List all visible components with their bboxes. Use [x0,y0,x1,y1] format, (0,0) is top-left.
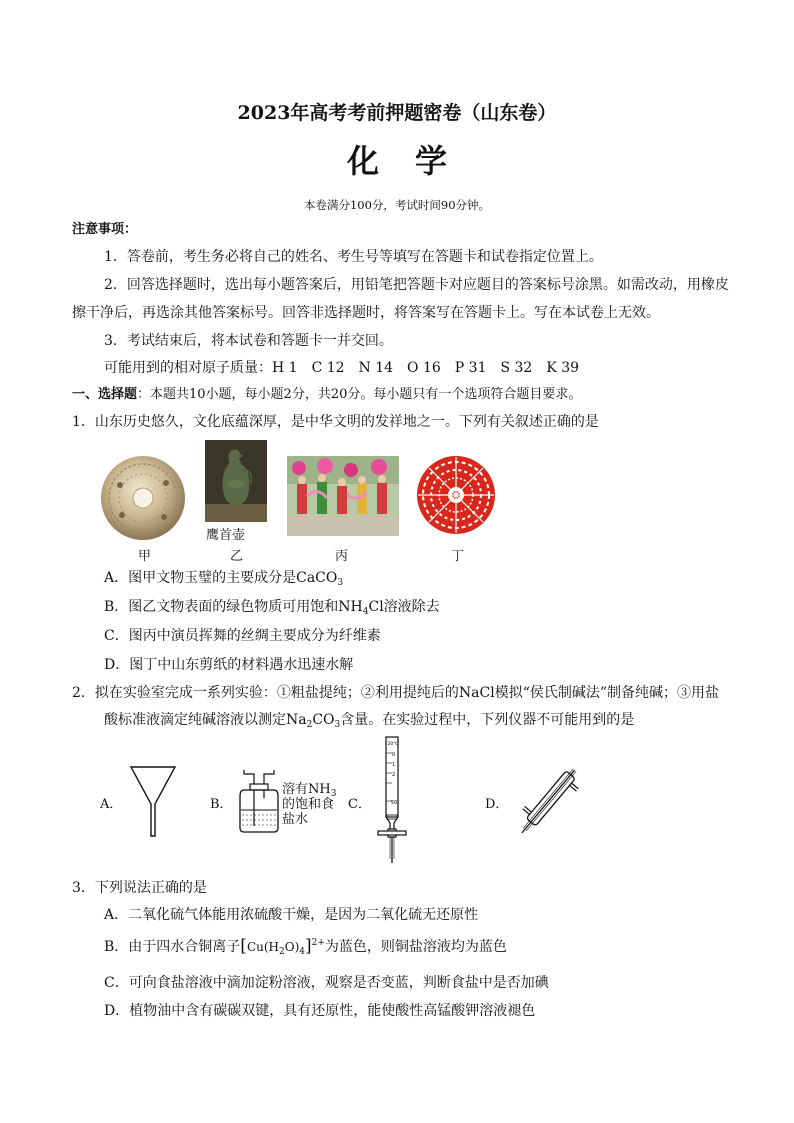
q1-option-c: C．图丙中演员挥舞的丝绸主要成分为纤维素 [104,628,381,644]
burette-mark-0: 0 [392,752,396,758]
q1-option-b [104,597,440,617]
q3-formula-sub2: 4 [299,947,305,957]
q2-stem-line2-post: 含量。在实验过程中，下列仪器不可能用到的是 [340,712,635,728]
q1-option-a-sub: 3 [337,578,344,588]
q2-option-c-label: C． [348,797,371,812]
yangko-dance-image [287,456,399,536]
q3-formula [246,940,305,957]
q2-stem-line2 [104,710,634,730]
q1-option-d: D．图丁中山东剪纸的材料遇水迅速水解 [104,657,354,673]
q2-stem-line2-mid: CO [312,712,335,728]
gas-washing-bottle-icon [236,768,282,834]
q3-option-a: A．二氧化硫气体能用浓硫酸干燥，是因为二氧化硫无还原性 [104,907,479,923]
section-heading [72,385,581,405]
condenser-icon [514,760,580,846]
q3-charge: 2+ [311,938,325,948]
q3-option-b-pre: B．由于四水合铜离子 [104,939,241,955]
burette-mark-1: 1 [392,762,396,768]
q3-bracket-open: [ [240,936,247,956]
q3-option-b-post: 为蓝色，则铜盐溶液均为蓝色 [324,939,507,955]
q3-stem: 3．下列说法正确的是 [72,880,207,896]
q2-option-a-label: A． [100,797,123,812]
caption-jia: 甲 [138,549,152,564]
q3-option-b [104,936,507,957]
q2-sub2: 3 [334,720,341,730]
paper-cut-image [416,455,496,535]
caption-yi: 乙 [230,549,244,564]
funnel-icon [128,764,178,838]
q3-formula-sub1: 2 [279,947,285,957]
section-heading-bold: 一、选择题 [72,387,138,402]
note-item-2: 2．回答选择题时，选出每小题答案后，用铅笔把答题卡对应题目的答案标号涂黑。如需改动，用橡皮 [104,277,729,293]
bottle-label-sub: 3 [330,789,337,799]
acid-burette-icon [372,735,412,867]
caption-bing: 丙 [335,549,349,564]
eagle-head-pot-image [205,440,267,522]
q1-option-b-text: B．图乙文物表面的绿色物质可用饱和NH [104,599,363,615]
notes-heading: 注意事项： [72,222,138,237]
bottle-label-post: 的饱和食盐水 [282,797,335,827]
q2-stem-line2-pre: 酸标准液滴定纯碱溶液以测定Na [104,712,307,728]
caption-ding: 丁 [451,549,465,564]
bottle-label-pre: 溶有NH [282,782,331,797]
q1-option-a-text: A．图甲文物玉璧的主要成分是CaCO [104,570,338,586]
burette-mark-2: 2 [392,772,396,778]
eagle-head-pot-label: 鹰首壶 [206,528,246,543]
q2-option-b-label: B． [210,797,233,812]
burette-mark-temp: 20℃ [387,742,399,747]
note-item-2-cont: 擦干净后，再选涂其他答案标号。回答非选择题时，将答案写在答题卡上。写在本试卷上无效。 [72,305,660,321]
section-heading-rest: ：本题共10小题，每小题2分，共20分。每小题只有一个选项符合题目要求。 [137,387,582,402]
q1-option-a [104,568,343,588]
q3-formula-main: Cu(H [246,940,279,954]
q3-option-c: C．可向食盐溶液中滴加淀粉溶液，观察是否变蓝，判断食盐中是否加碘 [104,975,549,991]
q3-bracket-close: ] [305,936,312,956]
q2-stem-line1: 2．拟在实验室完成一系列实验：①粗盐提纯；②利用提纯后的NaCl模拟“侯氏制碱法”制备纯碱；③用盐 [72,685,720,701]
note-item-3: 3．考试结束后，将本试卷和答题卡一并交回。 [104,333,393,349]
q1-stem: 1．山东历史悠久，文化底蕴深厚，是中华文明的发祥地之一。下列有关叙述正确的是 [72,414,599,430]
jade-disc-image [100,455,186,541]
burette-mark-50: 50 [391,800,398,806]
q1-option-b-post: Cl溶液除去 [368,599,440,615]
q2-option-d-label: D． [485,797,509,812]
paper-title: 2023年高考考前押题密卷（山东卷） [237,102,557,124]
q3-formula-mid: O) [284,940,300,954]
bottle-label [282,782,344,827]
q1-option-b-sub: 4 [362,607,369,617]
subject-title: 化学 [346,142,483,180]
note-item-1: 1．答卷前，考生务必将自己的姓名、考生号等填写在答题卡和试卷指定位置上。 [104,249,603,265]
q2-sub1: 2 [306,720,313,730]
exam-info: 本卷满分100分，考试时间90分钟。 [303,198,491,212]
atomic-masses: 可能用到的相对原子质量：H 1 C 12 N 14 O 16 P 31 S 32 K 39 [104,360,580,376]
q3-option-d: D．植物油中含有碳碳双键，具有还原性，能使酸性高锰酸钾溶液褪色 [104,1003,536,1019]
